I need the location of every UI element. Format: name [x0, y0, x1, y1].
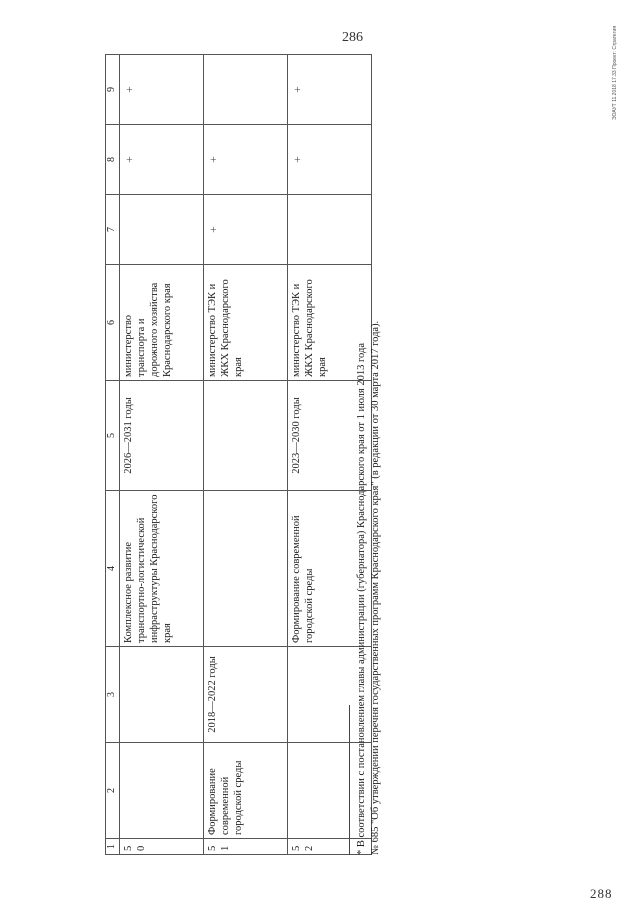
- mark-cell: [119, 195, 203, 265]
- header-cell: 7: [106, 195, 120, 265]
- table-row: [203, 55, 287, 855]
- side-stamp: ЭОАУТ 11.2018 17.33 Проект: Стратегия: [612, 25, 618, 120]
- header-cell: 9: [106, 55, 120, 125]
- program-table: [105, 54, 372, 855]
- period-cell: 2018—2022 годы: [203, 647, 287, 743]
- row-number: 50: [119, 839, 203, 855]
- subprogram-name-cell: Комплексное развитие транспортно-логистической инфраструктуры Краснодарского края: [119, 491, 203, 647]
- header-cell: 2: [106, 743, 120, 839]
- header-cell: 4: [106, 491, 120, 647]
- table-header-row: [106, 55, 120, 855]
- header-cell: 3: [106, 647, 120, 743]
- responsible-executor-cell: министерство транспорта и дорожного хозяйства Краснодарского края: [119, 265, 203, 381]
- mark-cell: +: [203, 125, 287, 195]
- subprogram-period-cell: [203, 381, 287, 491]
- responsible-executor-cell: министерство ТЭК и ЖКХ Краснодарского края: [287, 265, 371, 381]
- header-cell: 8: [106, 125, 120, 195]
- program-name-cell: Формирование современной городской среды: [203, 743, 287, 839]
- period-cell: [119, 647, 203, 743]
- mark-cell: [203, 55, 287, 125]
- program-name-cell: [119, 743, 203, 839]
- table-row: [119, 55, 203, 855]
- page-number: 286: [342, 30, 363, 45]
- footnote-line: * В соответствии с постановлением главы администрации (губернатора) Краснодарского края от 1 июля 2013 года: [356, 343, 367, 855]
- mark-cell: +: [119, 125, 203, 195]
- footnote: [355, 55, 382, 855]
- mark-cell: +: [287, 125, 371, 195]
- corner-page-mark: 288: [590, 886, 613, 901]
- subprogram-period-cell: 2023—2030 годы: [287, 381, 371, 491]
- subprogram-name-cell: [203, 491, 287, 647]
- mark-cell: +: [203, 195, 287, 265]
- rotated-landscape-content: [105, 55, 385, 855]
- header-cell: 6: [106, 265, 120, 381]
- subprogram-name-cell: Формирование современной городской среды: [287, 491, 371, 647]
- mark-cell: +: [287, 55, 371, 125]
- mark-cell: +: [119, 55, 203, 125]
- footnote-divider: [349, 705, 350, 855]
- row-number: 52: [287, 839, 371, 855]
- responsible-executor-cell: министерство ТЭК и ЖКХ Краснодарского края: [203, 265, 287, 381]
- header-cell: 1: [106, 839, 120, 855]
- header-cell: 5: [106, 381, 120, 491]
- footnote-line: № 685 "Об утверждении перечня государственных программ Краснодарского края" (в редакции от 30 марта 2017 года).: [369, 320, 381, 855]
- row-number: 51: [203, 839, 287, 855]
- subprogram-period-cell: 2026—2031 годы: [119, 381, 203, 491]
